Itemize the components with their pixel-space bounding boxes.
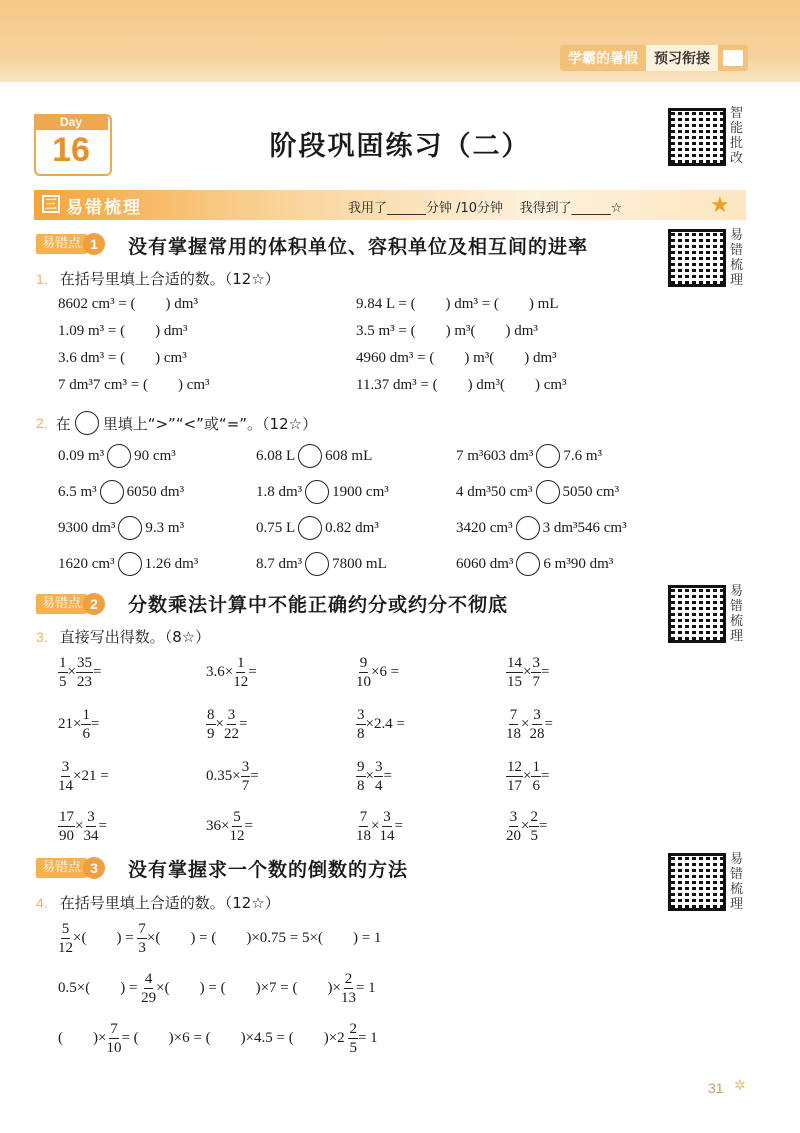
q3-item <box>58 706 99 743</box>
numerator: 14 <box>507 655 522 671</box>
q2-item <box>256 516 379 540</box>
numerator: 1 <box>82 707 90 723</box>
fraction <box>141 970 156 1007</box>
numerator: 7 <box>138 921 146 937</box>
expr-text: = <box>250 768 259 784</box>
expr-text: 36× <box>206 818 230 834</box>
fraction <box>206 706 216 743</box>
denominator: 17 <box>507 778 522 794</box>
fraction <box>356 758 366 795</box>
fraction <box>58 808 75 845</box>
denominator: 8 <box>357 778 365 794</box>
compare-circle[interactable] <box>118 516 142 540</box>
compare-circle[interactable] <box>298 444 322 468</box>
numerator: 35 <box>76 655 92 671</box>
fraction <box>76 654 93 691</box>
denominator: 3 <box>138 940 146 956</box>
compare-circle[interactable] <box>298 516 322 540</box>
q2-item <box>456 516 627 540</box>
error-tag-2: 易错点 2 <box>36 592 105 616</box>
section-icon: 三 <box>42 195 60 213</box>
question-2-header: 2. 在 里填上“>”“<”或“=”。（12☆） <box>36 411 317 435</box>
denominator: 12 <box>233 674 249 690</box>
q2-item <box>456 444 602 468</box>
fraction <box>531 654 541 691</box>
error-tag-1: 易错点 1 <box>36 232 105 256</box>
expr-text: ×( ) = ( )×0.75 = 5×( ) = 1 <box>146 930 382 946</box>
q2-left: 6.08 L <box>256 447 296 464</box>
day-number: 16 <box>52 131 90 169</box>
denominator: 18 <box>506 726 521 742</box>
q3-item <box>58 654 101 691</box>
q2-left: 3420 cm³ <box>456 519 513 536</box>
q1-item: 1.09 m³ = ( ) dm³ <box>58 323 188 339</box>
fraction <box>506 654 523 691</box>
denominator: 5 <box>349 1040 357 1056</box>
numerator: 3 <box>533 707 541 723</box>
fraction <box>233 654 248 691</box>
denominator: 5 <box>530 828 538 844</box>
numerator: 9 <box>357 759 365 775</box>
q2-right: 608 mL <box>325 447 373 464</box>
q1-item: 11.37 dm³ = ( ) dm³( ) cm³ <box>356 377 567 393</box>
error-title-2: 分数乘法计算中不能正确约分或约分不彻底 <box>128 594 509 616</box>
denominator: 6 <box>82 726 90 742</box>
q3-item <box>356 808 403 845</box>
denominator: 7 <box>241 778 250 794</box>
star-icon: ★ <box>710 192 730 217</box>
brand-label: 学霸的暑假 <box>568 50 638 66</box>
expr-text: × <box>75 818 84 834</box>
denominator: 14 <box>58 778 73 794</box>
expr-text: × <box>521 818 530 834</box>
expr-text: = <box>540 664 550 680</box>
q2-item <box>456 552 613 576</box>
numerator: 3 <box>61 759 70 775</box>
numerator: 1 <box>236 655 245 671</box>
expr-text: = <box>540 768 550 784</box>
section-title: 易错梳理 <box>66 198 142 218</box>
expr-text: × <box>523 664 532 680</box>
qr-code-icon <box>668 229 726 287</box>
q2-left: 1620 cm³ <box>58 555 115 572</box>
error-tag-3: 易错点 3 <box>36 856 105 880</box>
q3-item <box>356 654 399 691</box>
fraction <box>356 808 371 845</box>
book-icon <box>723 50 743 66</box>
q2-right: 9.3 m³ <box>145 519 185 536</box>
compare-circle[interactable] <box>536 480 560 504</box>
q3-item <box>206 654 257 691</box>
q1-item: 3.5 m³ = ( ) m³( ) dm³ <box>356 323 538 339</box>
q1-item: 9.84 L = ( ) dm³ = ( ) mL <box>356 296 559 312</box>
numerator: 2 <box>344 971 353 987</box>
q2-item <box>58 444 176 468</box>
expr-text: = <box>92 664 102 680</box>
compare-circle[interactable] <box>305 552 329 576</box>
numerator: 7 <box>110 1021 118 1037</box>
q2-right: 6050 dm³ <box>126 483 185 500</box>
numerator: 7 <box>509 707 518 723</box>
fraction <box>341 970 356 1007</box>
fraction <box>229 808 244 845</box>
expr-text: ×21 = <box>73 768 109 784</box>
fraction <box>374 758 384 795</box>
expr-text: × <box>371 818 380 834</box>
q2-right: 7800 mL <box>332 555 387 572</box>
denominator: 10 <box>356 674 371 690</box>
error-title-1: 没有掌握常用的体积单位、容积单位及相互间的进率 <box>128 236 589 258</box>
fraction <box>531 758 541 795</box>
expr-text: × <box>523 768 532 784</box>
q3-item <box>206 758 259 795</box>
fraction <box>506 706 521 743</box>
denominator: 18 <box>356 828 371 844</box>
question-3-grid <box>58 654 698 850</box>
q3-item <box>206 706 247 743</box>
fraction <box>106 1020 121 1057</box>
compare-circle[interactable] <box>305 480 329 504</box>
expr-text: = <box>244 818 253 834</box>
denominator: 12 <box>229 828 245 844</box>
denominator: 10 <box>106 1040 122 1056</box>
expr-text: × <box>67 664 76 680</box>
q4-line <box>58 1020 378 1057</box>
q2-item <box>58 516 184 540</box>
question-4-lines <box>58 920 678 1070</box>
fraction <box>506 758 523 795</box>
expr-text: = <box>383 768 392 784</box>
fraction <box>81 706 91 743</box>
q2-right: 7.6 m³ <box>563 447 603 464</box>
q2-item <box>456 480 619 504</box>
denominator: 14 <box>379 828 395 844</box>
expr-text: = <box>544 716 553 732</box>
expr-text: = 1 <box>357 1030 378 1046</box>
numerator: 5 <box>61 921 70 937</box>
expr-text: ×( ) = ( )×7 = ( )× <box>156 980 341 996</box>
fraction <box>137 920 147 957</box>
q3-item <box>356 706 405 743</box>
fraction <box>348 1020 358 1057</box>
expr-text: ×6 = <box>371 664 400 680</box>
numerator: 8 <box>207 707 215 723</box>
q2-item <box>256 480 389 504</box>
qr-label-top: 智能批改 <box>730 106 744 166</box>
qr-code-icon <box>668 853 726 911</box>
compare-circle-icon <box>75 411 99 435</box>
denominator: 12 <box>58 940 73 956</box>
qr-label: 易错梳理 <box>730 852 744 912</box>
q2-right: 90 cm³ <box>134 447 176 464</box>
expr-text: × <box>215 716 224 732</box>
numerator: 7 <box>359 809 368 825</box>
q2-right: 5050 cm³ <box>562 483 620 500</box>
header-badge <box>560 45 748 71</box>
expr-text: = <box>90 716 100 732</box>
denominator: 5 <box>59 674 67 690</box>
q4-line <box>58 970 376 1007</box>
q2-left: 0.75 L <box>256 519 296 536</box>
expr-text: 21× <box>58 716 82 732</box>
numerator: 2 <box>530 809 538 825</box>
denominator: 29 <box>141 990 157 1006</box>
numerator: 1 <box>59 655 67 671</box>
expr-text: × <box>365 768 374 784</box>
fraction <box>506 808 521 845</box>
page-number: 31 <box>708 1080 724 1096</box>
compare-circle[interactable] <box>536 444 560 468</box>
denominator: 4 <box>374 778 383 794</box>
fraction <box>356 706 366 743</box>
qr-code-icon <box>668 585 726 643</box>
numerator: 1 <box>532 759 540 775</box>
numerator: 2 <box>349 1021 357 1037</box>
numerator: 3 <box>532 655 540 671</box>
q1-item: 4960 dm³ = ( ) m³( ) dm³ <box>356 350 557 366</box>
qr-label: 易错梳理 <box>730 228 744 288</box>
compare-circle[interactable] <box>107 444 131 468</box>
sun-icon: ✲ <box>734 1079 746 1094</box>
q2-right: 6 m³90 dm³ <box>543 555 614 572</box>
fraction <box>356 654 371 691</box>
day-tag: Day <box>34 114 108 130</box>
fraction <box>58 758 73 795</box>
q3-item <box>506 758 549 795</box>
timing-text: 我用了______分钟 /10分钟 我得到了______☆ <box>348 201 623 216</box>
q2-right: 1.26 dm³ <box>144 555 199 572</box>
numerator: 3 <box>227 707 236 723</box>
expr-text: ( )× <box>58 1030 107 1046</box>
numerator: 3 <box>87 809 95 825</box>
question-4-header: 4. 在括号里填上合适的数。（12☆） <box>36 894 280 912</box>
q2-left: 9300 dm³ <box>58 519 116 536</box>
question-3-header: 3. 直接写出得数。（8☆） <box>36 628 211 646</box>
q1-item: 7 dm³7 cm³ = ( ) cm³ <box>58 377 210 393</box>
q2-left: 0.09 m³ <box>58 447 105 464</box>
denominator: 90 <box>59 828 74 844</box>
expr-text: ×( ) = <box>73 930 138 946</box>
q2-item <box>58 552 198 576</box>
denominator: 34 <box>83 828 99 844</box>
q3-item <box>58 758 109 795</box>
fraction <box>529 808 539 845</box>
q2-left: 4 dm³50 cm³ <box>456 483 533 500</box>
numerator: 12 <box>507 759 522 775</box>
expr-text: = ( )×6 = ( )×4.5 = ( )×2 <box>121 1030 349 1046</box>
error-title-3: 没有掌握求一个数的倒数的方法 <box>128 859 409 881</box>
fraction <box>241 758 251 795</box>
expr-text: = <box>538 818 548 834</box>
fraction <box>529 706 544 743</box>
denominator: 9 <box>207 726 215 742</box>
fraction <box>58 920 73 957</box>
question-1-header: 1. 在括号里填上合适的数。（12☆） <box>36 270 280 288</box>
q2-left: 6.5 m³ <box>58 483 97 500</box>
q2-item <box>58 480 184 504</box>
denominator: 8 <box>357 726 365 742</box>
q2-right: 1900 cm³ <box>332 483 389 500</box>
numerator: 3 <box>241 759 250 775</box>
expr-text: 0.5×( ) = <box>58 980 142 996</box>
q2-left: 8.7 dm³ <box>256 555 303 572</box>
expr-text: = <box>238 716 248 732</box>
expr-text: × <box>521 716 530 732</box>
q2-item <box>256 552 387 576</box>
q2-right: 0.82 dm³ <box>325 519 379 536</box>
numerator: 3 <box>383 809 391 825</box>
fraction <box>224 706 239 743</box>
q3-item <box>506 706 553 743</box>
numerator: 3 <box>509 809 518 825</box>
numerator: 17 <box>59 809 74 825</box>
subtitle-label: 预习衔接 <box>646 45 718 71</box>
denominator: 28 <box>529 726 545 742</box>
denominator: 23 <box>76 674 92 690</box>
numerator: 3 <box>357 707 365 723</box>
q2-left: 6060 dm³ <box>456 555 514 572</box>
q4-line <box>58 920 381 957</box>
compare-circle[interactable] <box>516 516 540 540</box>
qr-label: 易错梳理 <box>730 584 744 644</box>
q3-item <box>506 654 549 691</box>
fraction <box>379 808 394 845</box>
q3-item <box>58 808 107 845</box>
numerator: 9 <box>359 655 368 671</box>
expr-text: = 1 <box>355 980 376 996</box>
q2-left: 1.8 dm³ <box>256 483 303 500</box>
page-title: 阶段巩固练习（二） <box>269 131 531 162</box>
q1-item: 8602 cm³ = ( ) dm³ <box>58 296 198 312</box>
qr-code-icon <box>668 108 726 166</box>
question-2-grid <box>58 444 698 584</box>
compare-circle[interactable] <box>100 480 124 504</box>
denominator: 13 <box>340 990 356 1006</box>
expr-text: 0.35× <box>206 768 241 784</box>
q2-right: 3 dm³546 cm³ <box>542 519 627 536</box>
fraction <box>58 654 68 691</box>
expr-text: = <box>394 818 403 834</box>
expr-text: = <box>248 664 257 680</box>
fraction <box>83 808 98 845</box>
q1-item: 3.6 dm³ = ( ) cm³ <box>58 350 187 366</box>
denominator: 22 <box>223 726 239 742</box>
compare-circle[interactable] <box>118 552 142 576</box>
expr-text: = <box>98 818 107 834</box>
q2-left: 7 m³603 dm³ <box>456 447 534 464</box>
q3-item <box>356 758 392 795</box>
expr-text: 3.6× <box>206 664 234 680</box>
q3-item <box>206 808 253 845</box>
q2-item <box>256 444 372 468</box>
expr-text: ×2.4 = <box>365 716 405 732</box>
compare-circle[interactable] <box>516 552 540 576</box>
denominator: 15 <box>507 674 522 690</box>
denominator: 20 <box>506 828 521 844</box>
denominator: 6 <box>532 778 540 794</box>
numerator: 5 <box>233 809 241 825</box>
denominator: 7 <box>532 674 540 690</box>
numerator: 3 <box>374 759 383 775</box>
q3-item <box>506 808 547 845</box>
numerator: 4 <box>144 971 153 987</box>
